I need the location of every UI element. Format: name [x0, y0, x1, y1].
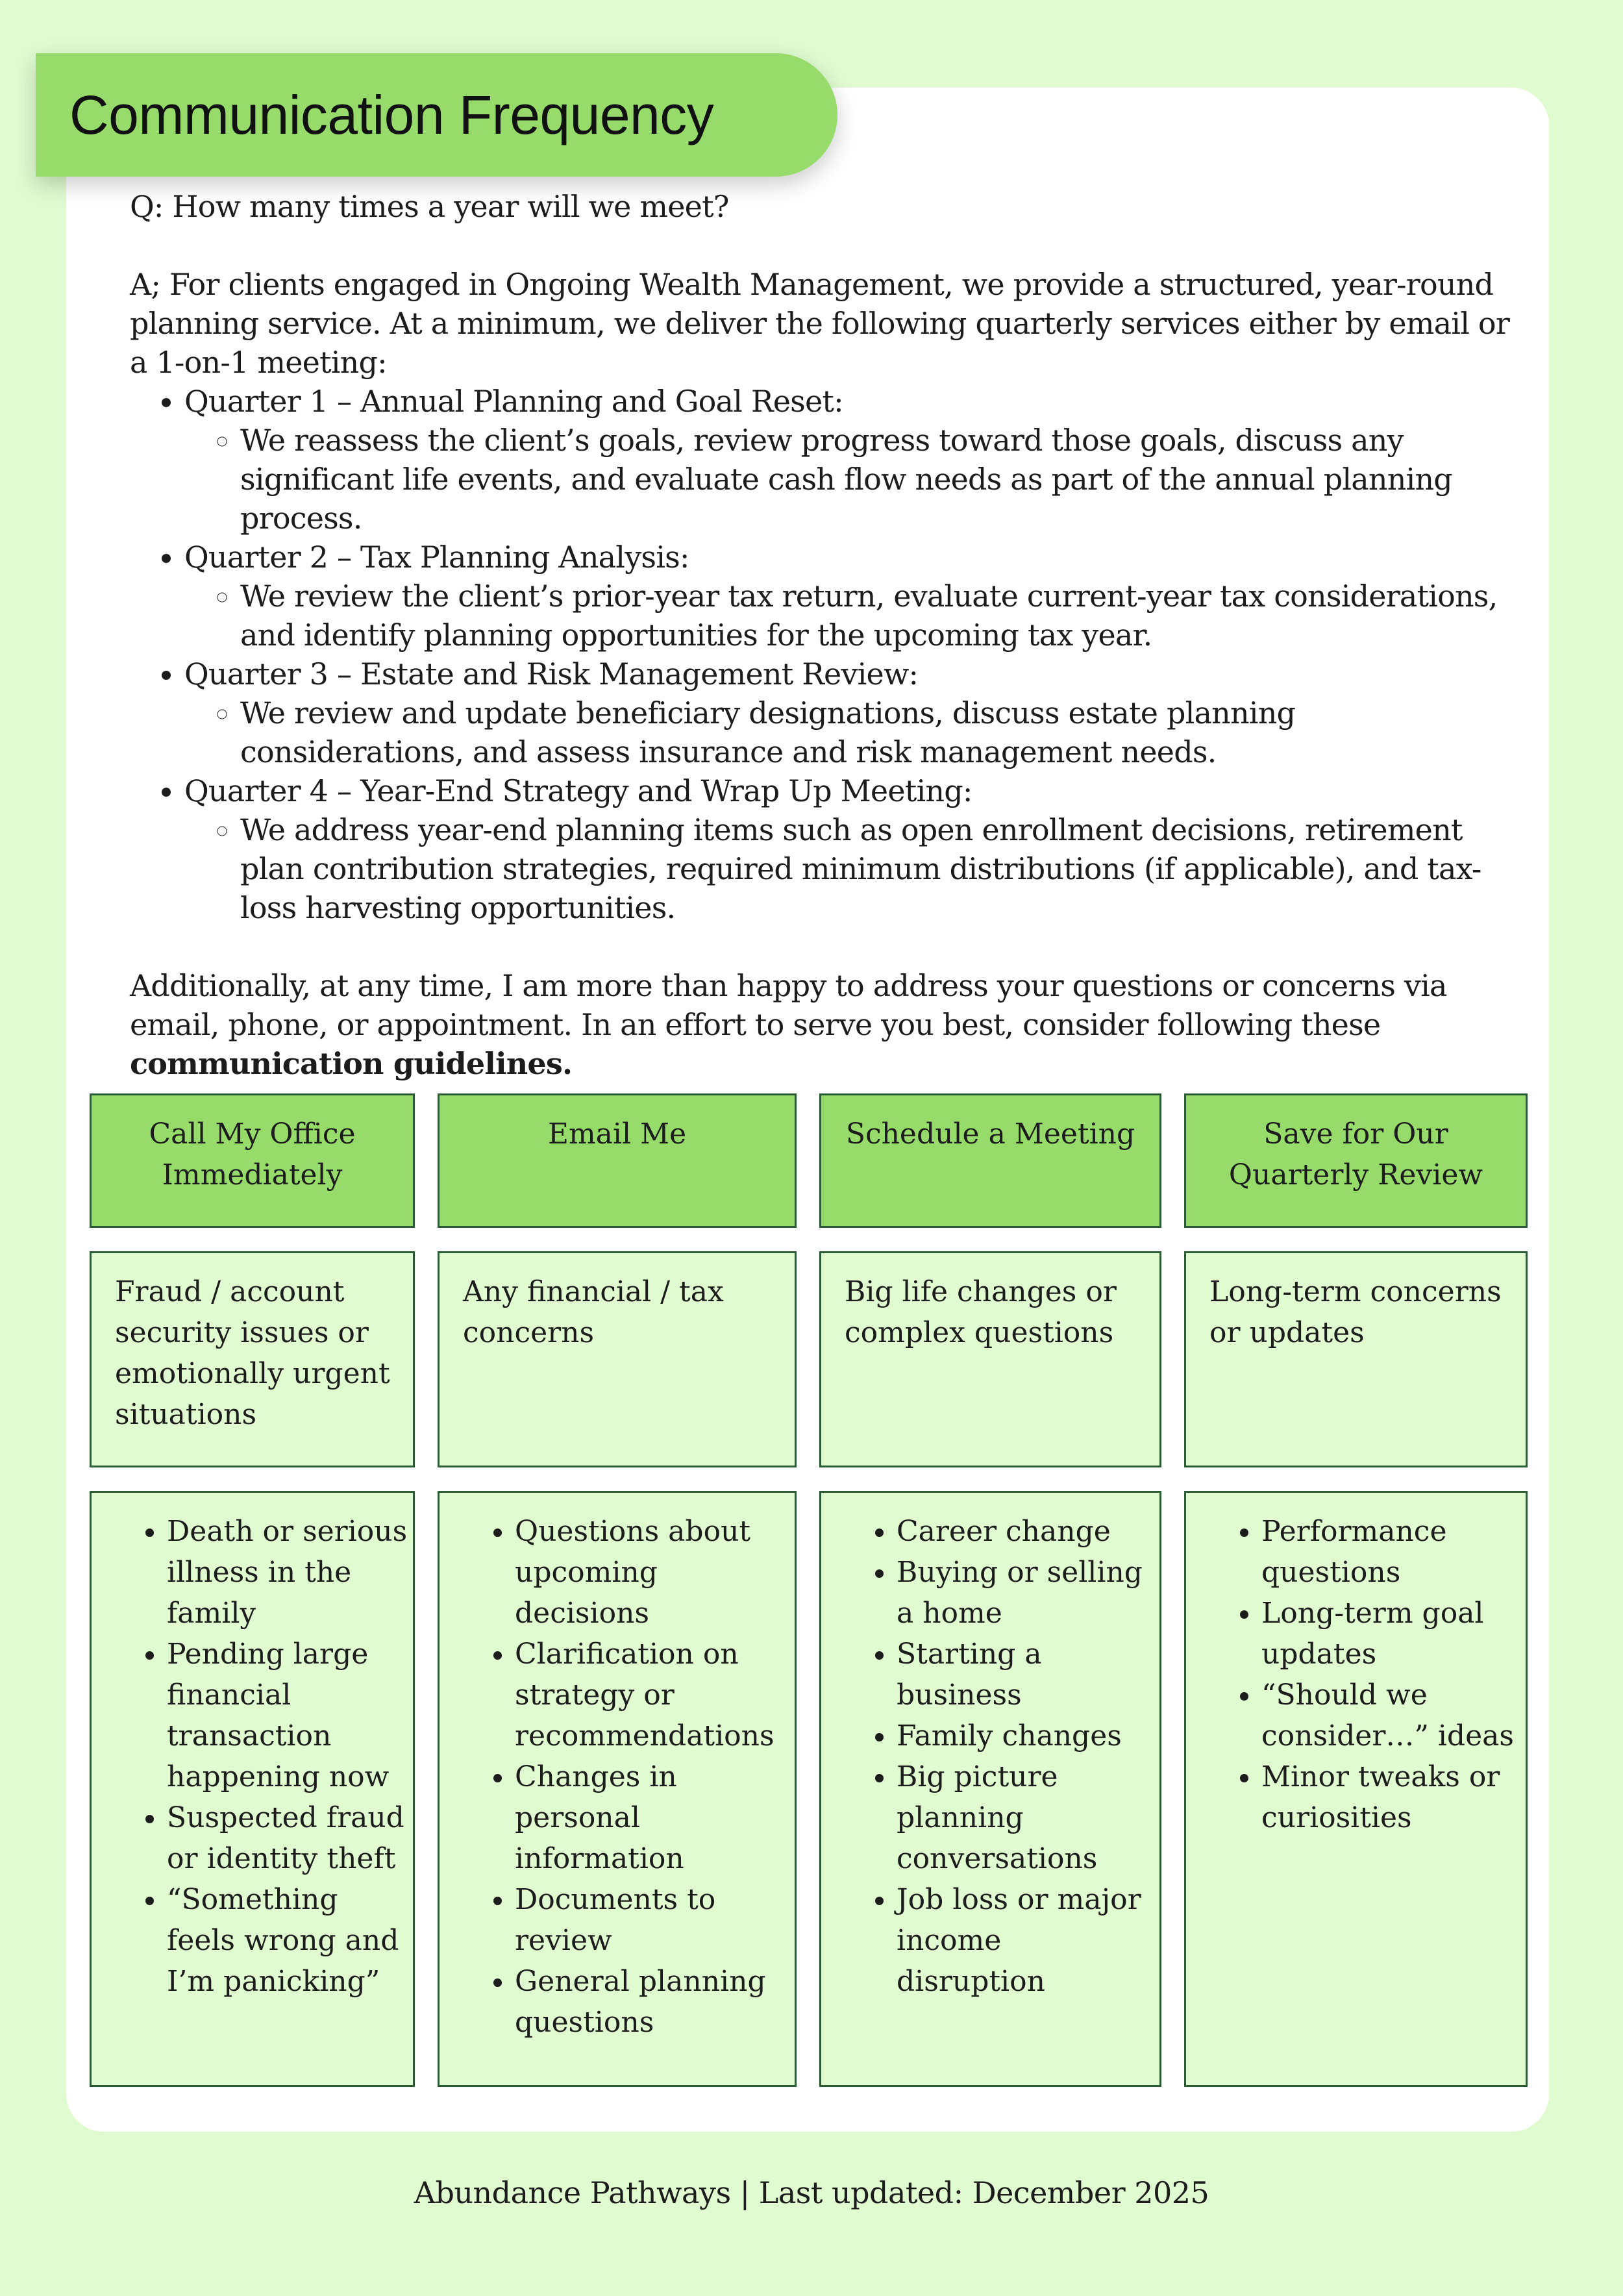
page-title: Communication Frequency — [69, 84, 714, 145]
list-item: • Changes in personal information — [515, 1756, 791, 1879]
list-item: • Death or serious illness in the family — [167, 1511, 409, 1634]
quarter-item — [184, 382, 1526, 538]
guidelines-grid — [90, 1093, 1527, 2087]
column-heading-quarterly-review: Save for Our Quarterly Review — [1184, 1093, 1528, 1228]
column-description-email: Any financial / tax concerns — [438, 1251, 797, 1467]
faq-answer-intro: A; For clients engaged in Ongoing Wealth Management, we provide a structured, year-round planning service. At a minimum, we deliver the following quarterly services either by email or a 1-on-1 meeting: — [130, 267, 1510, 380]
column-examples-quarterly-review — [1184, 1491, 1528, 2087]
column-examples-email — [438, 1491, 797, 2087]
list-item: • Long-term goal updates — [1261, 1593, 1522, 1675]
column-description-call-office: Fraud / account security issues or emotionally urgent situations — [90, 1251, 415, 1467]
quarter-label: Quarter 1 – Annual Planning and Goal Reset: — [184, 384, 843, 419]
quarter-detail: ◦ We review the client’s prior-year tax return, evaluate current-year tax considerations, and identify planning opportunities for the upcoming tax year. — [240, 577, 1526, 655]
title-banner — [36, 53, 837, 177]
list-item: • Family changes — [897, 1716, 1156, 1756]
column-description-schedule-meeting: Big life changes or complex questions — [819, 1251, 1161, 1467]
closing-paragraph — [130, 966, 1526, 1083]
closing-text: Additionally, at any time, I am more than happy to address your questions or concerns via email, phone, or appointment. In an effort to serve you best, consider following these — [130, 968, 1447, 1042]
footer: Abundance Pathways | Last updated: December 2025 — [414, 2175, 1209, 2210]
faq-question: Q: How many times a year will we meet? — [130, 189, 729, 224]
quarter-item — [184, 538, 1526, 655]
column-examples-call-office — [90, 1491, 415, 2087]
list-item: • Documents to review — [515, 1879, 791, 1961]
quarter-label: Quarter 3 – Estate and Risk Management Review: — [184, 656, 919, 692]
column-heading-schedule-meeting: Schedule a Meeting — [819, 1093, 1161, 1228]
list-item: • Buying or selling a home — [897, 1552, 1156, 1634]
column-heading-email: Email Me — [438, 1093, 797, 1228]
quarter-detail: ◦ We address year-end planning items such as open enrollment decisions, retirement plan contribution strategies, required minimum distributions (if applicable), and tax-loss harvesting opportunities. — [240, 810, 1526, 927]
list-item: • Job loss or major income disruption — [897, 1879, 1156, 2002]
list-item: • Clarification on strategy or recommendations — [515, 1634, 791, 1756]
list-item: • Suspected fraud or identity theft — [167, 1797, 409, 1879]
quarter-label: Quarter 4 – Year-End Strategy and Wrap Up Meeting: — [184, 773, 973, 808]
column-examples-schedule-meeting — [819, 1491, 1161, 2087]
list-item: • Questions about upcoming decisions — [515, 1511, 791, 1634]
quarter-detail: ◦ We reassess the client’s goals, review progress toward those goals, discuss any significant life events, and evaluate cash flow needs as part of the annual planning process. — [240, 421, 1526, 538]
list-item: • “Should we consider…” ideas — [1261, 1675, 1522, 1756]
list-item: • Performance questions — [1261, 1511, 1522, 1593]
column-description-quarterly-review: Long-term concerns or updates — [1184, 1251, 1528, 1467]
list-item: • Career change — [897, 1511, 1156, 1552]
list-item: • Pending large financial transaction happening now — [167, 1634, 409, 1797]
quarter-list — [130, 382, 1526, 927]
column-heading-call-office: Call My Office Immediately — [90, 1093, 415, 1228]
faq-section — [130, 187, 1526, 1083]
list-item: • Starting a business — [897, 1634, 1156, 1716]
list-item: • Big picture planning conversations — [897, 1756, 1156, 1879]
list-item: • Minor tweaks or curiosities — [1261, 1756, 1522, 1838]
quarter-label: Quarter 2 – Tax Planning Analysis: — [184, 540, 689, 575]
list-item: • General planning questions — [515, 1961, 791, 2043]
quarter-detail: ◦ We review and update beneficiary designations, discuss estate planning considerations, and assess insurance and risk management needs. — [240, 693, 1526, 771]
list-item: • “Something feels wrong and I’m panicking” — [167, 1879, 409, 2002]
quarter-item — [184, 771, 1526, 927]
quarter-item — [184, 655, 1526, 771]
closing-bold: communication guidelines. — [130, 1046, 573, 1081]
